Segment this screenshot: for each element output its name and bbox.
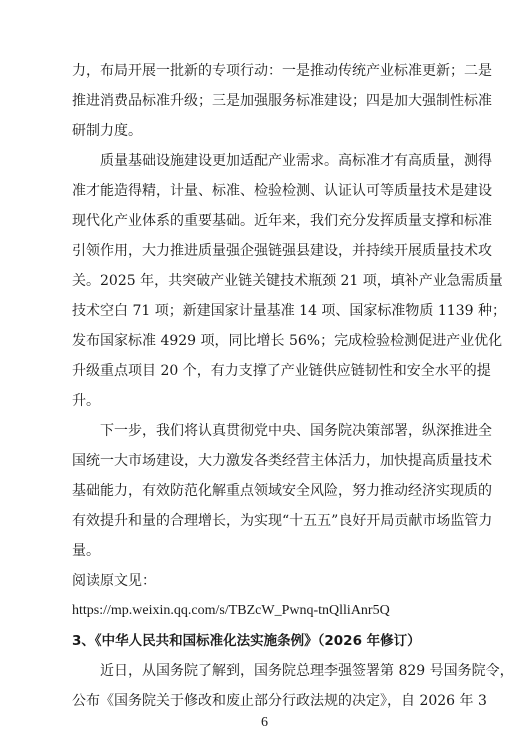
text-line: 现代化产业体系的重要基础。近年来，我们充分发挥质量支撑和标准	[72, 213, 492, 229]
text-line: 升。	[72, 393, 100, 409]
text-line: 发布国家标准 4929 项，同比增长 56%；完成检验检测促进产业优化	[72, 333, 503, 349]
text-line: 准才能造得精，计量、标准、检验检测、认证认可等质量技术是建设	[72, 183, 492, 199]
text-line: 国统一大市场建设，大力激发各类经营主体活力，加快提高质量技术	[72, 453, 492, 469]
text-line: 公布《国务院关于修改和废止部分行政法规的决定》，自 2026 年 3	[72, 693, 487, 709]
text-line: 技术空白 71 项；新建国家计量基准 14 项、国家标准物质 1139 种；	[72, 303, 506, 319]
text-line: 研制力度。	[72, 123, 142, 139]
text-line: 引领作用，大力推进质量强企强链强县建设，并持续开展质量技术攻	[72, 243, 492, 259]
text-line: 力，布局开展一批新的专项行动：一是推动传统产业标准更新；二是	[72, 63, 492, 79]
text-line: 关。2025 年，共突破产业链关键技术瓶颈 21 项，填补产业急需质量	[72, 273, 503, 289]
source-label: 阅读原文见：	[72, 573, 156, 589]
text-line: 质量基础设施建设更加适配产业需求。高标准才有高质量，测得	[100, 153, 492, 169]
section-heading: 3、《中华人民共和国标准化法实施条例》（2026 年修订）	[72, 633, 421, 649]
page-number: 6	[261, 715, 268, 730]
source-url-link[interactable]: https://mp.weixin.qq.com/s/TBZcW_Pwnq-tnQlliAnr5Q	[72, 603, 390, 618]
text-line: 基础能力，有效防范化解重点领域安全风险，努力推动经济实现质的	[72, 483, 492, 499]
text-line: 量。	[72, 543, 100, 559]
text-line: 有效提升和量的合理增长，为实现“十五五”良好开局贡献市场监管力	[72, 513, 493, 529]
text-line: 下一步，我们将认真贯彻党中央、国务院决策部署，纵深推进全	[100, 423, 492, 439]
text-line: 推进消费品标准升级；三是加强服务标准建设；四是加大强制性标准	[72, 93, 492, 109]
text-line: 近日，从国务院了解到，国务院总理李强签署第 829 号国务院令，	[100, 663, 514, 679]
text-line: 升级重点项目 20 个，有力支撑了产业链供应链韧性和安全水平的提	[72, 363, 491, 379]
